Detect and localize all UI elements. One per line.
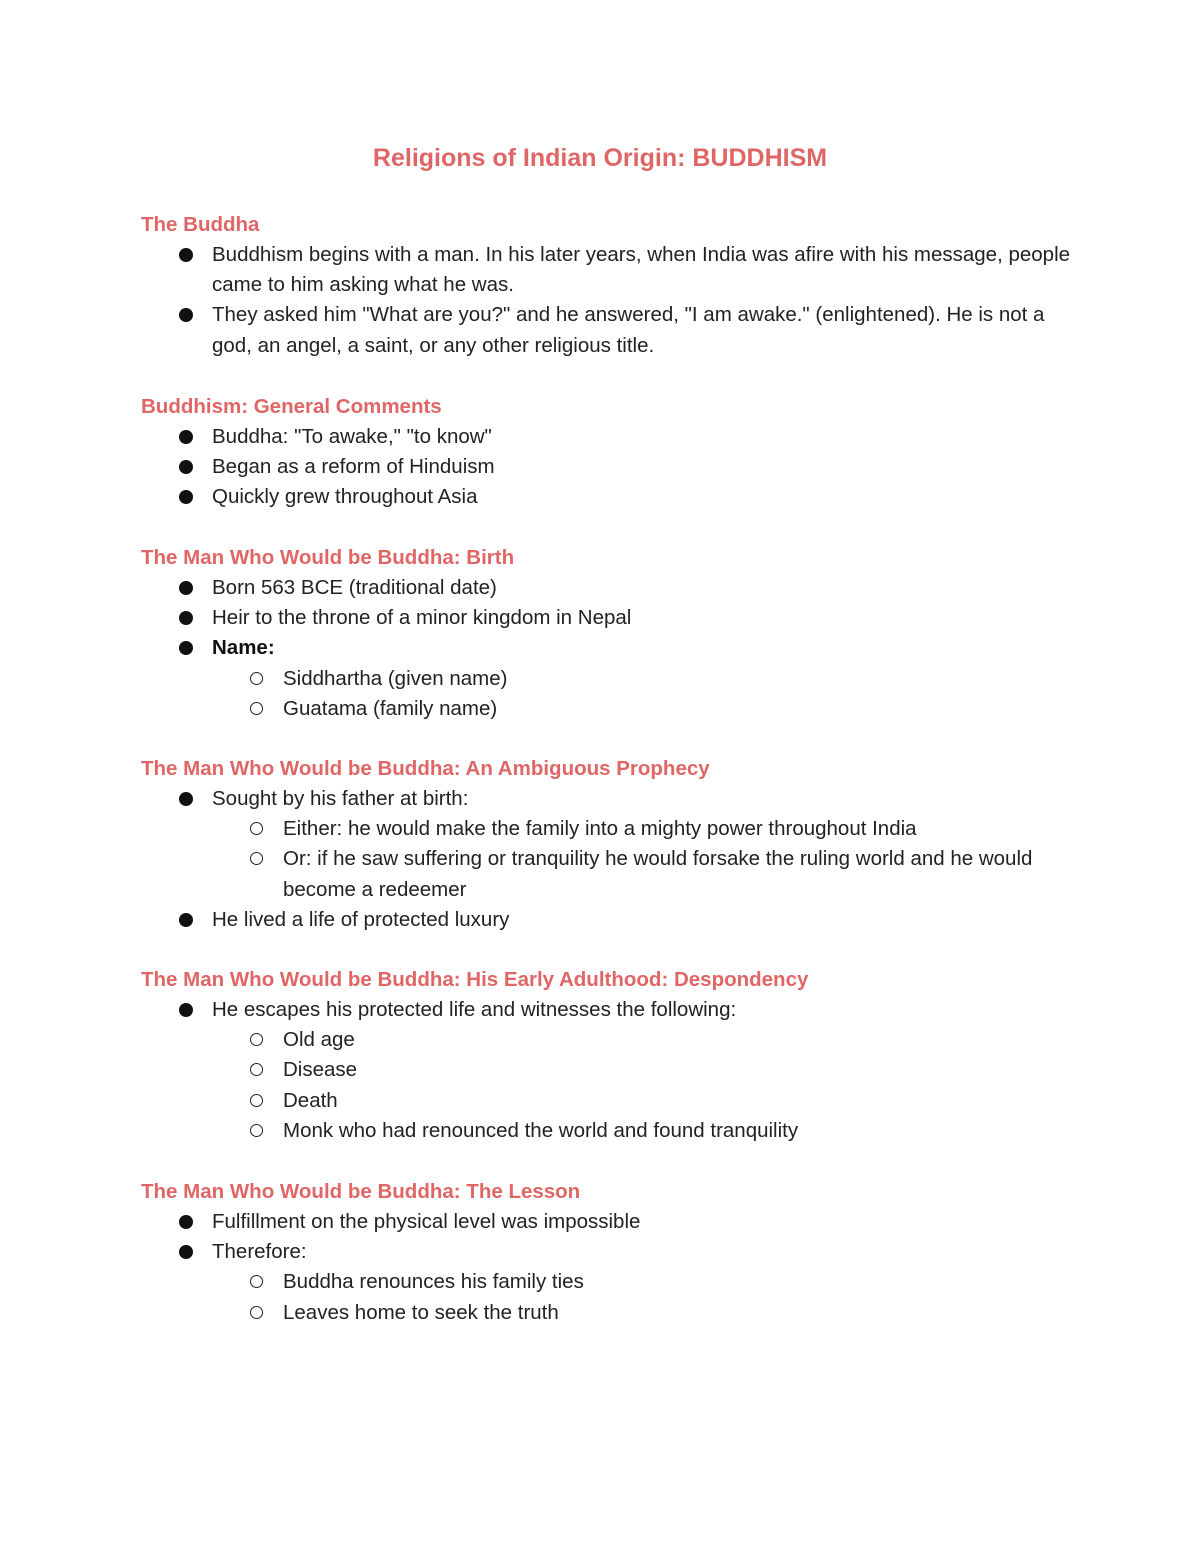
hollow-bullet-icon [250,822,263,835]
sub-list-item-text: Guatama (family name) [283,696,498,720]
sub-list-item [212,1116,1071,1146]
bullet-list [141,573,1071,724]
list-item-text: Began as a reform of Hinduism [212,455,495,479]
list-item-text: Born 563 BCE (traditional date) [212,576,497,599]
sub-list-item [212,1086,1071,1116]
section-the-buddha [141,210,1071,361]
list-item-text: Fulfillment on the physical level was impossible [212,1210,641,1233]
list-item [141,1207,1071,1237]
section-heading: The Man Who Would be Buddha: An Ambiguous Prophecy [141,757,710,780]
list-item [141,240,1071,300]
bullet-list [141,995,1071,1146]
sub-list-item [212,1298,1071,1328]
hollow-bullet-icon [250,1094,263,1107]
sub-list-item [212,1267,1071,1297]
bullet-list [141,784,1071,935]
list-item [141,452,1071,482]
list-item-text: Name: [212,636,275,660]
bullet-icon [179,581,193,595]
sub-list-item [212,814,1071,844]
section-ambiguous-prophecy [141,754,1071,935]
hollow-bullet-icon [250,852,263,865]
bullet-list [141,1207,1071,1328]
list-item-text: He escapes his protected life and witnesses the following: [212,998,737,1021]
hollow-bullet-icon [250,1124,263,1137]
list-item-text: Buddha: "To awake," "to know" [212,425,492,448]
list-item [141,995,1071,1146]
section-general-comments [141,392,1071,513]
list-item-text: They asked him "What are you?" and he answered, "I am awake." (enlightened). He is not a god, an angel, a saint, or any other religious title. [212,303,1045,357]
sub-list-item-text: Disease [283,1058,358,1082]
list-item-text: Sought by his father at birth: [212,787,469,810]
sub-list-item-text: Monk who had renounced the world and found tranquility [283,1118,799,1142]
section-heading: The Man Who Would be Buddha: The Lesson [141,1180,581,1203]
bullet-icon [179,1215,193,1229]
hollow-bullet-icon [250,1063,263,1076]
bullet-list [141,240,1071,361]
section-heading: The Man Who Would be Buddha: His Early Adulthood: Despondency [141,968,809,991]
bullet-icon [179,490,193,504]
bullet-list [141,422,1071,513]
list-item-text: Therefore: [212,1240,307,1264]
hollow-bullet-icon [250,1033,263,1046]
section-heading: The Buddha [141,213,260,236]
bullet-icon [179,248,193,262]
page-title: Religions of Indian Origin: BUDDHISM [372,144,828,172]
sub-list-item [212,844,1071,904]
sub-list-item-text: Either: he would make the family into a mighty power throughout India [283,817,917,841]
section-heading: Buddhism: General Comments [141,395,442,418]
list-item [141,422,1071,452]
hollow-bullet-icon [250,1275,263,1288]
list-item [141,633,1071,724]
list-item [141,482,1071,512]
sub-list-item-text: Death [283,1088,338,1112]
bullet-icon [179,792,193,806]
section-heading: The Man Who Would be Buddha: Birth [141,546,515,569]
list-item [141,300,1071,360]
list-item [141,784,1071,905]
sub-bullet-list [212,1267,1071,1327]
hollow-bullet-icon [250,1306,263,1319]
list-item-text: Quickly grew throughout Asia [212,485,478,509]
sub-list-item [212,694,1071,724]
list-item-text: He lived a life of protected luxury [212,907,510,931]
list-item [141,603,1071,633]
sub-list-item-text: Or: if he saw suffering or tranquility he would forsake the ruling world and he would become a redeemer [283,847,1033,901]
sub-list-item-text: Siddhartha (given name) [283,666,508,690]
section-birth [141,543,1071,724]
hollow-bullet-icon [250,702,263,715]
bullet-icon [179,611,193,625]
bullet-icon [179,641,193,655]
bullet-icon [179,1245,193,1259]
bullet-icon [179,913,193,927]
sub-list-item-text: Old age [283,1028,355,1052]
sub-list-item [212,664,1071,694]
list-item [141,573,1071,603]
section-early-adulthood [141,965,1071,1146]
bullet-icon [179,460,193,474]
list-item-text: Heir to the throne of a minor kingdom in Nepal [212,606,632,630]
section-the-lesson [141,1177,1071,1328]
hollow-bullet-icon [250,672,263,685]
sub-list-item [212,1055,1071,1085]
bullet-icon [179,430,193,444]
sub-bullet-list [212,664,1071,724]
list-item [141,1237,1071,1328]
sub-bullet-list [212,814,1071,905]
sub-bullet-list [212,1025,1071,1146]
bullet-icon [179,1003,193,1017]
bullet-icon [179,308,193,322]
list-item-text: Buddhism begins with a man. In his later years, when India was afire with his message, people came to him asking what he was. [212,243,1071,297]
sub-list-item-text: Leaves home to seek the truth [283,1300,559,1324]
sub-list-item-text: Buddha renounces his family ties [283,1270,584,1294]
sub-list-item [212,1025,1071,1055]
list-item [141,905,1071,935]
